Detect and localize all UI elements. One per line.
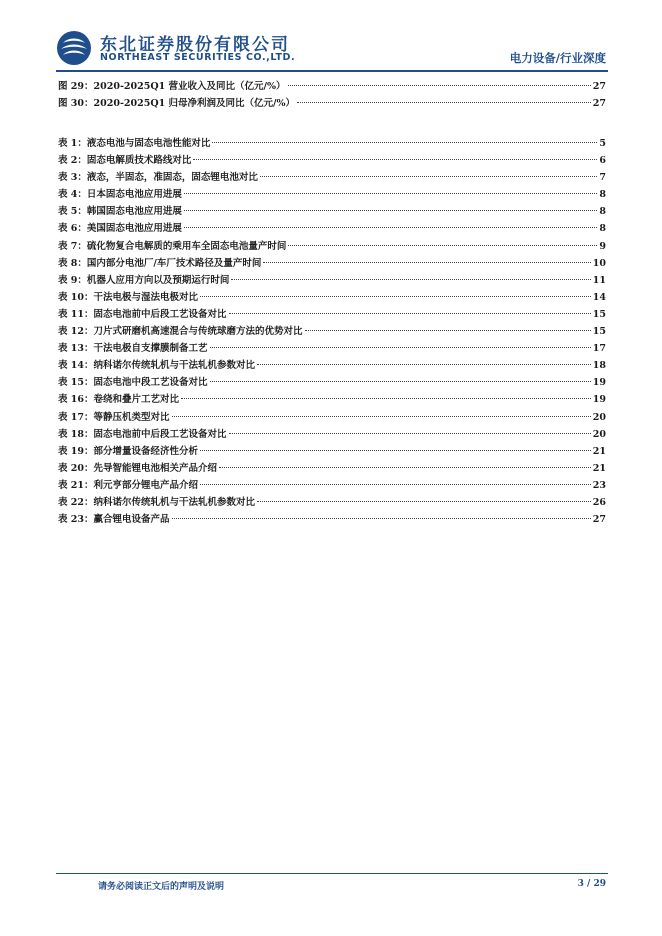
toc-entry-number: 表 12： (58, 326, 94, 338)
toc-entry-title: 赢合锂电设备产品 (93, 514, 170, 526)
report-category: 电力设备/行业深度 (509, 51, 606, 65)
dot-leader (184, 193, 597, 194)
table-toc-entry[interactable] (58, 494, 606, 511)
toc-entry-page: 15 (592, 326, 606, 338)
table-toc-entry[interactable] (58, 238, 606, 255)
toc-entry-title: 等静压机类型对比 (93, 411, 170, 423)
toc-entry-page: 21 (592, 462, 606, 474)
dot-leader (263, 262, 590, 263)
table-toc-entry[interactable] (58, 357, 606, 374)
toc-entry-page: 8 (599, 189, 606, 201)
northeast-securities-logo-icon (56, 30, 92, 66)
dot-leader (305, 330, 591, 331)
toc-entry-title: 韩国固态电池应用进展 (86, 206, 182, 218)
toc-entry-page: 27 (592, 81, 606, 92)
toc-entry-page: 19 (592, 377, 606, 389)
toc-entry-page: 20 (592, 428, 606, 440)
toc-entry-title: 液态，半固态，准固态，固态锂电池对比 (86, 172, 258, 184)
dot-leader (172, 416, 591, 417)
table-toc-entry[interactable] (58, 152, 606, 169)
table-toc-entry[interactable] (58, 391, 606, 408)
toc-entry-number: 表 1： (58, 138, 87, 149)
toc-entry-number: 表 23： (58, 514, 94, 526)
dot-leader (229, 313, 591, 314)
brand-name-en: NORTHEAST SECURITIES CO.,LTD. (100, 52, 296, 63)
figure-list (58, 78, 606, 112)
toc-entry-title: 先导智能锂电池相关产品介绍 (93, 462, 218, 474)
toc-entry-number: 表 19： (58, 445, 94, 457)
toc-entry-page: 27 (592, 98, 606, 110)
toc-entry-page: 11 (592, 274, 606, 286)
toc-entry-title: 干法电极与湿法电极对比 (93, 291, 199, 303)
table-toc-entry[interactable] (58, 477, 606, 494)
toc-entry-number: 表 14： (58, 360, 94, 372)
toc-entry-page: 6 (599, 155, 606, 167)
toc-entry-number: 表 10： (58, 291, 94, 303)
dot-leader (212, 142, 597, 143)
dot-leader (200, 484, 591, 485)
dot-leader (184, 227, 597, 228)
toc-entry-number: 表 4： (58, 189, 87, 201)
toc-entry-title: 纳科诺尔传统轧机与干法轧机参数对比 (93, 496, 256, 508)
toc-entry-page: 18 (592, 360, 606, 372)
table-list (58, 135, 606, 528)
table-toc-entry[interactable] (58, 323, 606, 340)
dot-leader (257, 501, 591, 502)
toc-entry-number: 表 20： (58, 462, 94, 474)
toc-entry-number: 表 21： (58, 479, 94, 491)
footer-divider (56, 873, 608, 874)
table-toc-entry[interactable] (58, 135, 606, 152)
toc-entry-title: 卷绕和叠片工艺对比 (93, 394, 180, 406)
toc-entry-number: 表 8： (58, 257, 87, 269)
toc-entry-number: 表 16： (58, 394, 94, 406)
toc-entry-title: 部分增量设备经济性分析 (93, 445, 199, 457)
toc-entry-page: 8 (599, 206, 606, 218)
toc-entry-title: 纳科诺尔传统轧机与干法轧机参数对比 (93, 360, 256, 372)
toc-entry-number: 表 2： (58, 155, 87, 167)
toc-entry-number: 表 13： (58, 343, 94, 355)
toc-entry-page: 20 (592, 411, 606, 423)
table-toc-entry[interactable] (58, 409, 606, 426)
toc-entry-number: 表 17： (58, 411, 94, 423)
toc-entry-number: 表 15： (58, 377, 94, 389)
toc-entry-page: 21 (592, 445, 606, 457)
table-toc-entry[interactable] (58, 374, 606, 391)
toc-entry-number: 表 5： (58, 206, 87, 218)
brand-name-cn: 东北证券股份有限公司 (100, 35, 290, 55)
toc-entry-title: 硫化物复合电解质的乘用车全固态电池量产时间 (86, 240, 287, 252)
footer-disclaimer: 请务必阅读正文后的声明及说明 (98, 882, 225, 892)
dot-leader (288, 245, 597, 246)
toc-entry-number: 图 29： (58, 81, 94, 92)
toc-entry-page: 23 (592, 479, 606, 491)
toc-entry-title: 2020-2025Q1 营业收入及同比（亿元/%） (93, 81, 286, 92)
dot-leader (172, 518, 591, 519)
toc-entry-title: 美国固态电池应用进展 (86, 223, 182, 235)
page-header (0, 0, 662, 70)
dot-leader (200, 450, 591, 451)
dot-leader (288, 85, 591, 86)
toc-entry-number: 表 3： (58, 172, 87, 184)
toc-entry-title: 干法电极自支撑膜制备工艺 (93, 343, 208, 355)
table-toc-entry[interactable] (58, 443, 606, 460)
toc-entry-page: 17 (592, 343, 606, 355)
dot-leader (231, 279, 590, 280)
table-toc-entry[interactable] (58, 203, 606, 220)
toc-entry-title: 固态电池前中后段工艺设备对比 (93, 428, 227, 440)
table-toc-entry[interactable] (58, 272, 606, 289)
toc-entry-title: 固态电池中段工艺设备对比 (93, 377, 208, 389)
toc-entry-page: 15 (592, 308, 606, 320)
toc-entry-title: 固态电池前中后段工艺设备对比 (93, 308, 227, 320)
toc-entry-number: 表 18： (58, 428, 94, 440)
dot-leader (193, 159, 597, 160)
toc-entry-title: 利元亨部分锂电产品介绍 (93, 479, 199, 491)
table-toc-entry[interactable] (58, 220, 606, 237)
header-divider (56, 70, 608, 72)
toc-entry-title: 固态电解质技术路线对比 (86, 155, 192, 167)
toc-entry-page: 9 (599, 240, 606, 252)
dot-leader (297, 102, 591, 103)
figure-toc-entry[interactable] (58, 95, 606, 112)
dot-leader (200, 296, 591, 297)
toc-entry-title: 2020-2025Q1 归母净利润及同比（亿元/%） (93, 98, 296, 110)
toc-entry-page: 14 (592, 291, 606, 303)
dot-leader (210, 347, 591, 348)
table-toc-entry[interactable] (58, 511, 606, 528)
toc-entry-page: 8 (599, 223, 606, 235)
toc-entry-page: 7 (599, 172, 606, 184)
table-toc-entry[interactable] (58, 426, 606, 443)
figure-toc-entry[interactable] (58, 78, 606, 95)
dot-leader (184, 210, 597, 211)
table-toc-entry[interactable] (58, 169, 606, 186)
dot-leader (219, 467, 591, 468)
toc-entry-number: 表 6： (58, 223, 87, 235)
toc-entry-number: 表 11： (58, 308, 94, 320)
table-toc-entry[interactable] (58, 340, 606, 357)
toc-entry-page: 5 (599, 138, 606, 149)
dot-leader (257, 364, 591, 365)
dot-leader (229, 433, 591, 434)
table-toc-entry[interactable] (58, 289, 606, 306)
toc-entry-number: 图 30： (58, 98, 94, 110)
table-toc-entry[interactable] (58, 255, 606, 272)
table-toc-entry[interactable] (58, 460, 606, 477)
dot-leader (210, 381, 591, 382)
toc-entry-title: 刀片式研磨机高速混合与传统球磨方法的优势对比 (93, 326, 303, 338)
toc-entry-page: 19 (592, 394, 606, 406)
dot-leader (260, 176, 597, 177)
page-indicator: 3 / 29 (577, 879, 606, 889)
toc-entry-title: 国内部分电池厂/车厂技术路径及量产时间 (86, 257, 262, 269)
toc-entry-page: 27 (592, 514, 606, 526)
toc-entry-page: 10 (592, 257, 606, 269)
toc-entry-title: 液态电池与固态电池性能对比 (86, 138, 211, 149)
toc-entry-number: 表 22： (58, 496, 94, 508)
toc-entry-page: 26 (592, 496, 606, 508)
table-toc-entry[interactable] (58, 186, 606, 203)
toc-entry-number: 表 9： (58, 274, 87, 286)
dot-leader (181, 398, 591, 399)
table-toc-entry[interactable] (58, 306, 606, 323)
toc-entry-number: 表 7： (58, 240, 87, 252)
toc-entry-title: 日本固态电池应用进展 (86, 189, 182, 201)
toc-entry-title: 机器人应用方向以及预期运行时间 (86, 274, 230, 286)
